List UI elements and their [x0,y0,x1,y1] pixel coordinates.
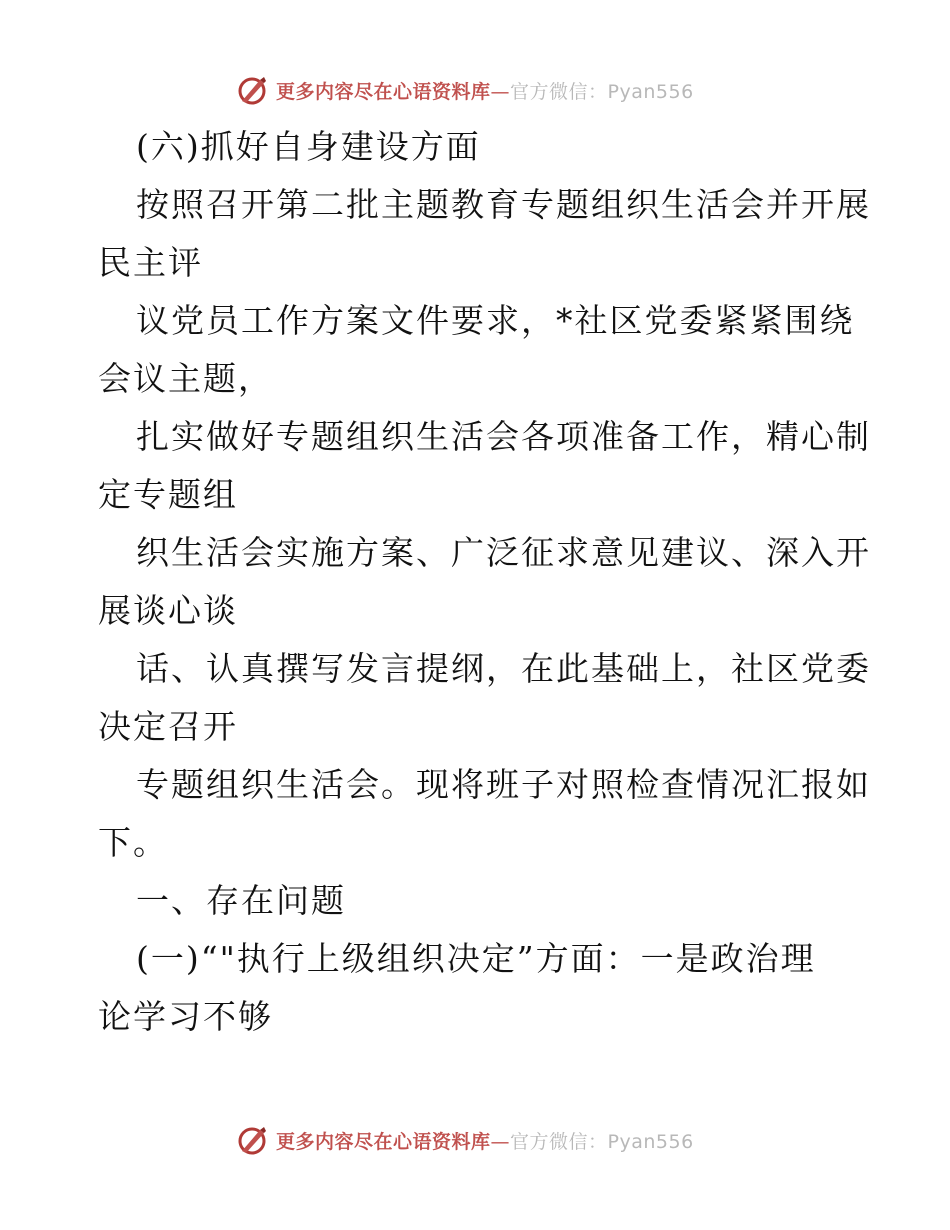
section-heading: (六)抓好自身建设方面 [136,127,481,166]
section-heading: 一、存在问题 [136,881,346,920]
banner-wechat: 官方微信：Pyan556 [510,80,694,103]
paragraph-line: 按照召开第二批主题教育专题组织生活会并开展 [136,185,871,224]
header-banner [236,70,756,110]
banner-brand: 更多内容尽在心语资料库 [276,80,491,103]
banner-brand: 更多内容尽在心语资料库 [276,1130,491,1153]
paragraph-line: 话、认真撰写发言提纲，在此基础上，社区党委 [136,649,871,688]
paragraph-line: 定专题组 [98,475,238,514]
paragraph-line: 决定召开 [98,707,238,746]
paragraph-line: 论学习不够 [98,997,273,1036]
paragraph-line: 会议主题， [98,359,273,398]
paragraph-line: 议党员工作方案文件要求，*社区党委紧紧围绕 [136,301,855,340]
paragraph-line: 展谈心谈 [98,591,238,630]
pen-logo-icon [236,74,268,106]
banner-text [276,77,694,104]
footer-banner [236,1120,756,1160]
banner-separator: — [490,80,511,103]
banner-separator: — [490,1130,511,1153]
paragraph-line: 下。 [98,823,168,862]
paragraph-line: 专题组织生活会。现将班子对照检查情况汇报如 [136,765,871,804]
pen-logo-icon [236,1124,268,1156]
paragraph-line: 扎实做好专题组织生活会各项准备工作，精心制 [136,417,871,456]
subsection-heading: (一)“"执行上级组织决定”方面：一是政治理 [136,939,816,978]
document-body [98,118,871,1046]
banner-text [276,1127,694,1154]
paragraph-line: 织生活会实施方案、广泛征求意见建议、深入开 [136,533,871,572]
paragraph-line: 民主评 [98,243,203,282]
banner-wechat: 官方微信：Pyan556 [510,1130,694,1153]
